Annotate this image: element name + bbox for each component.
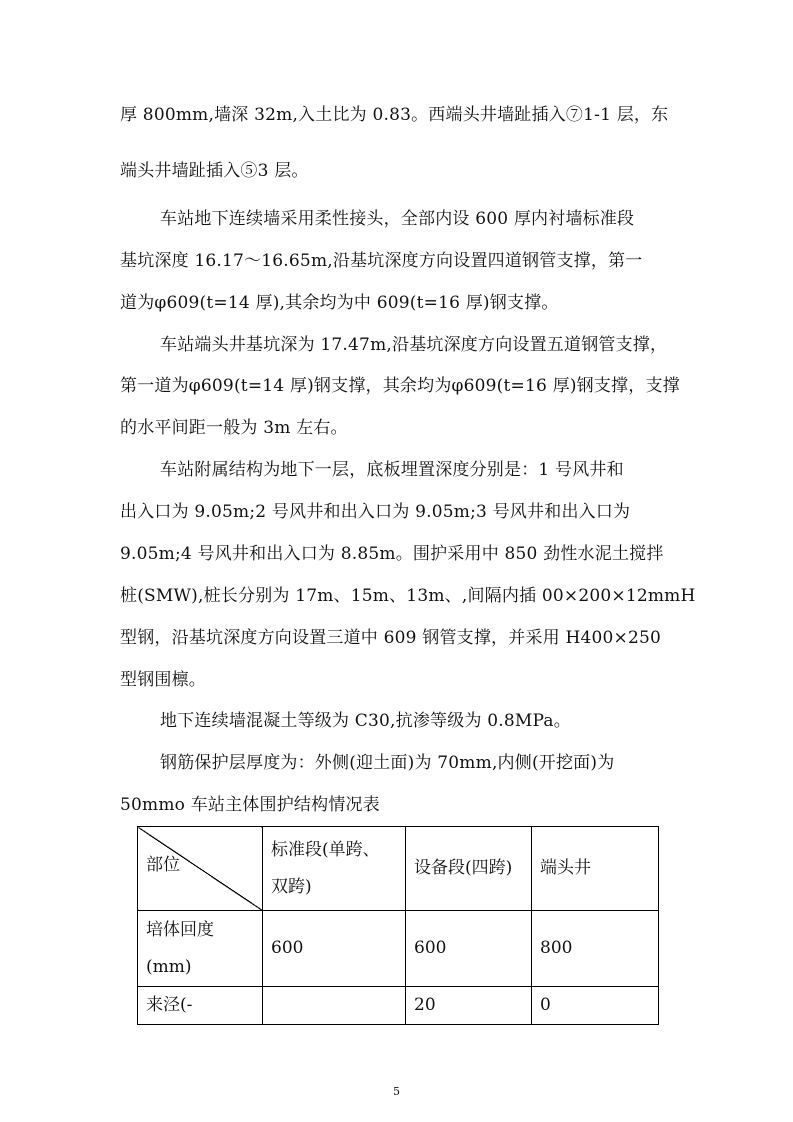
paragraph-line: 厚 800mm,墙深 32m,入土比为 0.83。西端头井墙趾插入⑦1-1 层，东 — [120, 105, 669, 125]
paragraph-line: 9.05m;4 号风井和出入口为 8.85m。围护采用中 850 劲性水泥土搅拌 — [120, 544, 664, 564]
corner-label: 部位 — [146, 855, 180, 875]
paragraph-line: 道为φ609(t=14 厚),其余均为中 609(t=16 厚)钢支撑。 — [120, 293, 559, 313]
paragraph-line: 地下连续墙混凝土等级为 C30,抗渗等级为 0.8MPa。 — [160, 711, 571, 731]
table-cell — [263, 987, 406, 1025]
paragraph-line: 出入口为 9.05m;2 号风井和出入口为 9.05m;3 号风井和出入口为 — [120, 502, 631, 522]
paragraph-line: 基坑深度 16.17～16.65m,沿基坑深度方向设置四道钢管支撑，第一 — [120, 251, 643, 271]
header-standard-line2: 双跨) — [271, 876, 312, 897]
paragraph-line: 型钢，沿基坑深度方向设置三道中 609 钢管支撑，并采用 H400×250 — [120, 628, 662, 648]
paragraph-line: 桩(SMW),桩长分别为 17m、15m、13m、,间隔内插 00×200×12mmH — [120, 586, 696, 606]
header-cell-end-well: 端头井 — [532, 827, 659, 911]
table-cell: 0 — [532, 987, 659, 1025]
table-row — [138, 987, 659, 1025]
table-header-row — [138, 827, 659, 911]
header-cell-standard — [263, 827, 406, 911]
paragraph-line: 钢筋保护层厚度为：外侧(迎土面)为 70mm,内侧(开挖面)为 — [160, 753, 615, 773]
page-number: 5 — [393, 1085, 400, 1098]
row-label-cell: 来泾(- — [138, 987, 263, 1025]
paragraph-line: 的水平间距一般为 3m 左右。 — [120, 418, 348, 438]
paragraph-line: 型钢围檩。 — [120, 670, 206, 690]
table-cell: 600 — [263, 911, 406, 987]
paragraph-line: 车站地下连续墙采用柔性接头，全部内设 600 厚内衬墙标准段 — [160, 209, 635, 229]
corner-header-cell — [138, 827, 263, 911]
structure-table — [137, 826, 659, 1025]
paragraph-line: 端头井墙趾插入⑤3 层。 — [120, 161, 309, 181]
table-row — [138, 911, 659, 987]
header-cell-equipment: 设备段(四跨) — [406, 827, 532, 911]
row-label-line1: 培体回度 — [146, 919, 214, 940]
table-caption: 50mmo 车站主体围护结构情况表 — [120, 795, 380, 815]
table-cell: 600 — [406, 911, 532, 987]
row-label-line2: (mm) — [146, 956, 192, 977]
row-label-cell — [138, 911, 263, 987]
paragraph-line: 车站附属结构为地下一层，底板埋置深度分别是：1 号风井和 — [160, 460, 624, 480]
paragraph-line: 车站端头井基坑深为 17.47m,沿基坑深度方向设置五道钢管支撑， — [160, 335, 668, 355]
header-standard-line1: 标准段(单跨、 — [271, 839, 380, 860]
table-cell: 20 — [406, 987, 532, 1025]
table-cell: 800 — [532, 911, 659, 987]
paragraph-line: 第一道为φ609(t=14 厚)钢支撑，其余均为φ609(t=16 厚)钢支撑，支撑 — [120, 376, 680, 396]
